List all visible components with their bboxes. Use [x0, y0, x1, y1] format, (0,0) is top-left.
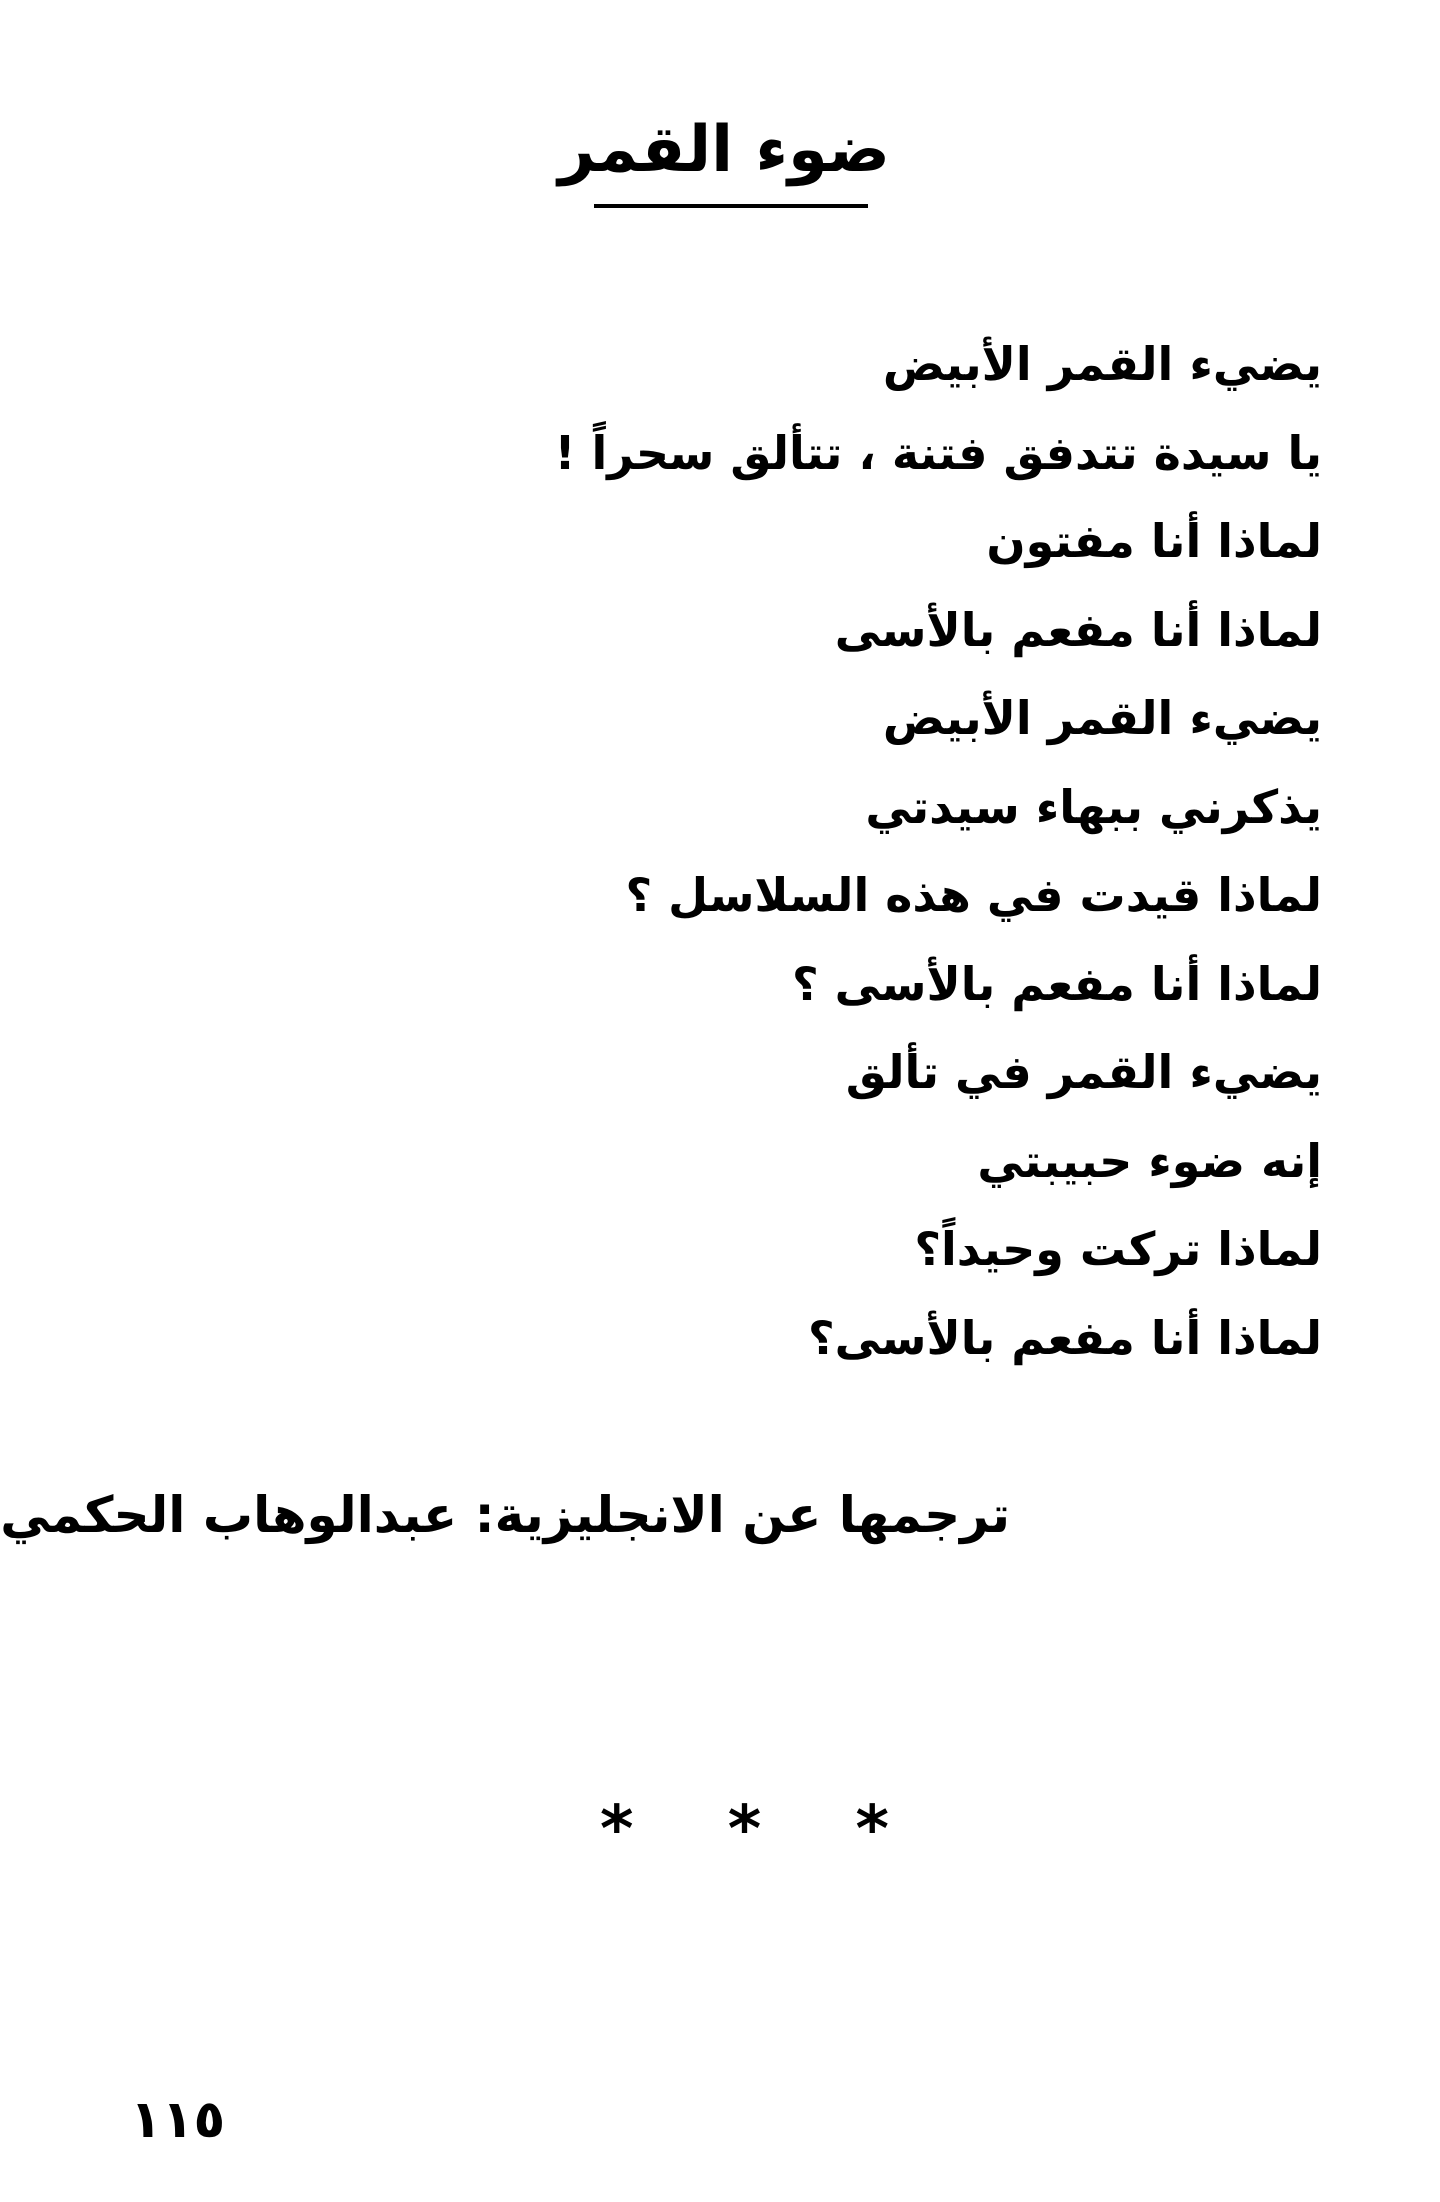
- poem-line: يضيء القمر الأبيض: [882, 691, 1322, 745]
- page-number: ١١٥: [130, 2090, 226, 2150]
- translator-credit: ترجمها عن الانجليزية: عبدالوهاب الحكمي: [0, 1486, 1010, 1544]
- section-separator: * * *: [600, 1793, 925, 1867]
- poem-body: [522, 320, 1322, 1382]
- poem-line: لماذا أنا مفعم بالأسى؟: [808, 1310, 1322, 1365]
- poem-line: يا سيدة تتدفق فتنة ، تتألق سحراً !: [554, 425, 1322, 480]
- poem-line: لماذا قيدت في هذه السلاسل ؟: [625, 868, 1322, 922]
- poem-line: لماذا أنا مفعم بالأسى: [834, 602, 1322, 657]
- poem-title: ضوء القمر: [558, 113, 890, 187]
- poem-line: لماذا أنا مفتون: [986, 514, 1322, 568]
- poem-line: لماذا أنا مفعم بالأسى ؟: [791, 956, 1322, 1011]
- poem-line: يضيء القمر في تألق: [845, 1045, 1322, 1099]
- poem-line: يذكرني ببهاء سيدتي: [865, 779, 1322, 834]
- poem-line: يضيء القمر الأبيض: [882, 337, 1322, 391]
- title-underline: [594, 204, 868, 208]
- poem-line: لماذا تركت وحيداً؟: [914, 1222, 1322, 1276]
- poem-line: إنه ضوء حبيبتي: [977, 1133, 1322, 1188]
